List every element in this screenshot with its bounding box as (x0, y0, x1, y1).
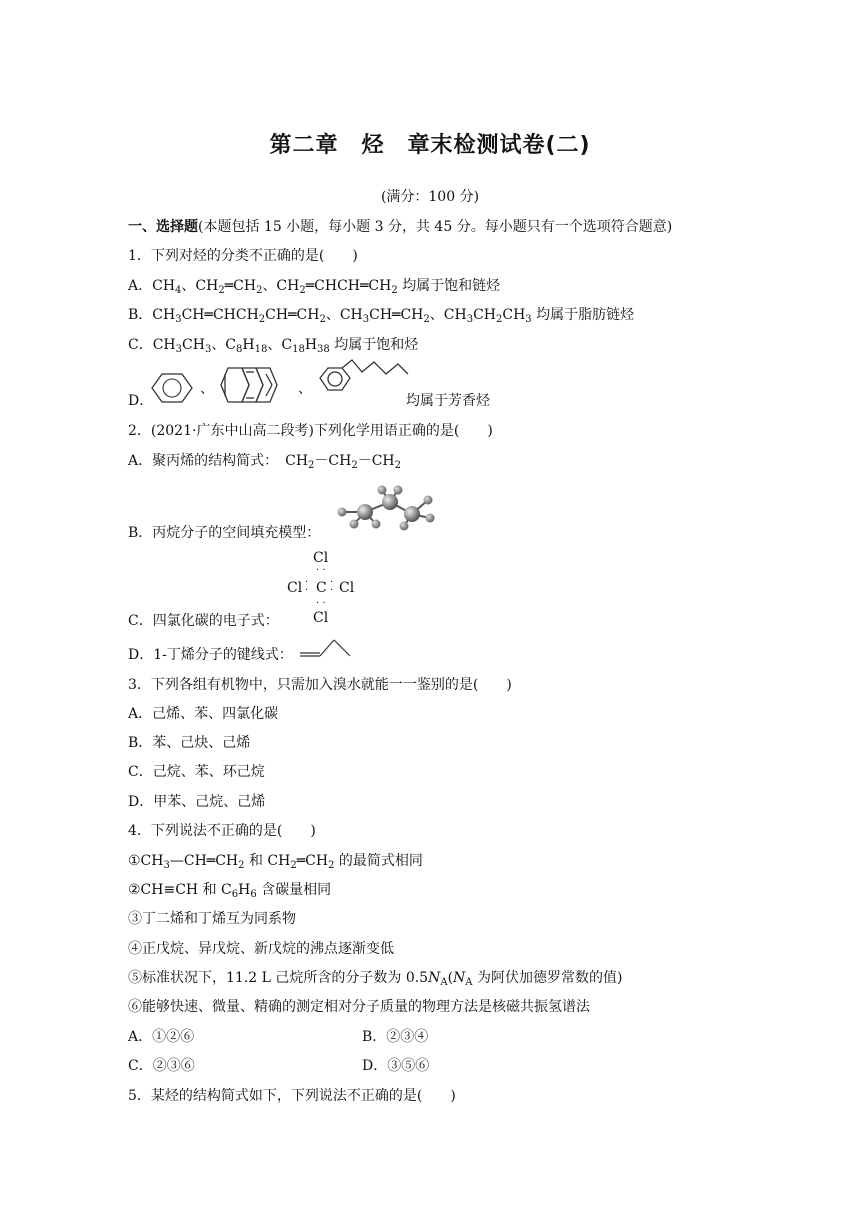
q2-option-c: C．四氯化碳的电子式： (128, 613, 279, 629)
q4-option-b: B．②③④ (362, 1029, 429, 1045)
full-score: (满分：100 分) (380, 189, 480, 205)
ccl4-dots-bottom: · · (316, 598, 326, 609)
ccl4-cl-left: Cl (287, 580, 303, 596)
section-heading (128, 218, 672, 236)
section-note: (本题包括 15 小题，每小题 3 分，共 45 分。每小题只有一个选项符合题意) (198, 219, 673, 235)
q2-stem: 2．(2021·广东中山高二段考)下列化学用语正确的是( ) (128, 423, 493, 439)
q1-option-c: C．$CH_3CH_3$、$C_8H_{18}$、$C_{18}H_{38}$ 均属于饱和烃 (128, 337, 419, 355)
q4-stem: 4．下列说法不正确的是( ) (128, 823, 316, 839)
q1-d-sep-1: 、 (200, 381, 214, 397)
ccl4-cl-top: Cl (313, 550, 329, 566)
q4-statement-2: ②CH≡CH 和 $C_6H_6$ 含碳量相同 (128, 882, 332, 900)
ccl4-dots-left: · · (305, 577, 309, 596)
q4-option-a: A．①②⑥ (128, 1029, 195, 1045)
section-title: 一、选择题 (128, 219, 198, 235)
q1-d-suffix: 均属于芳香烃 (406, 393, 490, 409)
q2-option-a: A．聚丙烯的结构简式： $CH_2-CH_2-CH_2$ (128, 453, 401, 471)
q1-option-b: B．$CH_3CH═CHCH_2CH═CH_2$、$CH_3CH═CH_2$、$CH_3CH_2CH_3$ 均属于脂肪链烃 (128, 307, 635, 325)
ccl4-dots-right: · · (330, 577, 334, 596)
ccl4-cl-right: Cl (339, 580, 355, 596)
q2-option-d: D．1-丁烯分子的键线式： (128, 647, 293, 663)
butene-skeletal-structure (298, 634, 354, 664)
q4-statement-4: ④正戊烷、异戊烷、新戊烷的沸点逐渐变低 (128, 941, 394, 957)
q4-statement-5: ⑤标准状况下，11.2 L 己烷所含的分子数为 $0.5N_A(N_A$ 为阿伏加德罗常数的值) (128, 970, 623, 988)
ccl4-cl-bottom: Cl (313, 610, 329, 626)
ccl4-c: C (316, 580, 327, 596)
q3-option-d: D．甲苯、己烷、己烯 (128, 794, 266, 810)
q5-stem: 5．某烃的结构简式如下，下列说法不正确的是( ) (128, 1088, 456, 1104)
q1-a-prefix: A．CH (128, 278, 176, 294)
q4-statement-3: ③丁二烯和丁烯互为同系物 (128, 911, 296, 927)
q1-a-suffix: 均属于饱和链烃 (402, 278, 501, 294)
q1-option-a: A．$CH_4$、$CH_2═CH_2$、$CH_2═CHCH═CH_2$ 均属于饱和链烃 (128, 278, 501, 296)
hexylbenzene-structure (312, 358, 412, 408)
q4-statement-6: ⑥能够快速、微量、精确的测定相对分子质量的物理方法是核磁共振氢谱法 (128, 999, 590, 1015)
q1-stem: 1．下列对烃的分类不正确的是( ) (128, 248, 358, 264)
q1-d-sep-2: 、 (298, 381, 312, 397)
q3-option-b: B．苯、己炔、己烯 (128, 735, 251, 751)
anthracene-structure (214, 360, 298, 410)
page-title: 第二章 烃 章末检测试卷(二) (269, 133, 591, 158)
q4-statement-1: $①CH_3—CH═CH_2$ 和 $CH_2═CH_2$ 的最简式相同 (128, 853, 423, 871)
ccl4-dots-top: · · (316, 565, 326, 576)
q2-option-b: B．丙烷分子的空间填充模型： (128, 525, 321, 541)
q4-option-d: D．③⑤⑥ (362, 1058, 430, 1074)
q1-option-d-label: D． (128, 393, 154, 409)
benzene-structure (148, 368, 198, 408)
propane-ball-model (330, 482, 448, 538)
q4-option-c: C．②③⑥ (128, 1058, 195, 1074)
q3-option-c: C．己烷、苯、环己烷 (128, 764, 265, 780)
q3-option-a: A．己烯、苯、四氯化碳 (128, 706, 279, 722)
q3-stem: 3．下列各组有机物中，只需加入溴水就能一一鉴别的是( ) (128, 677, 512, 693)
